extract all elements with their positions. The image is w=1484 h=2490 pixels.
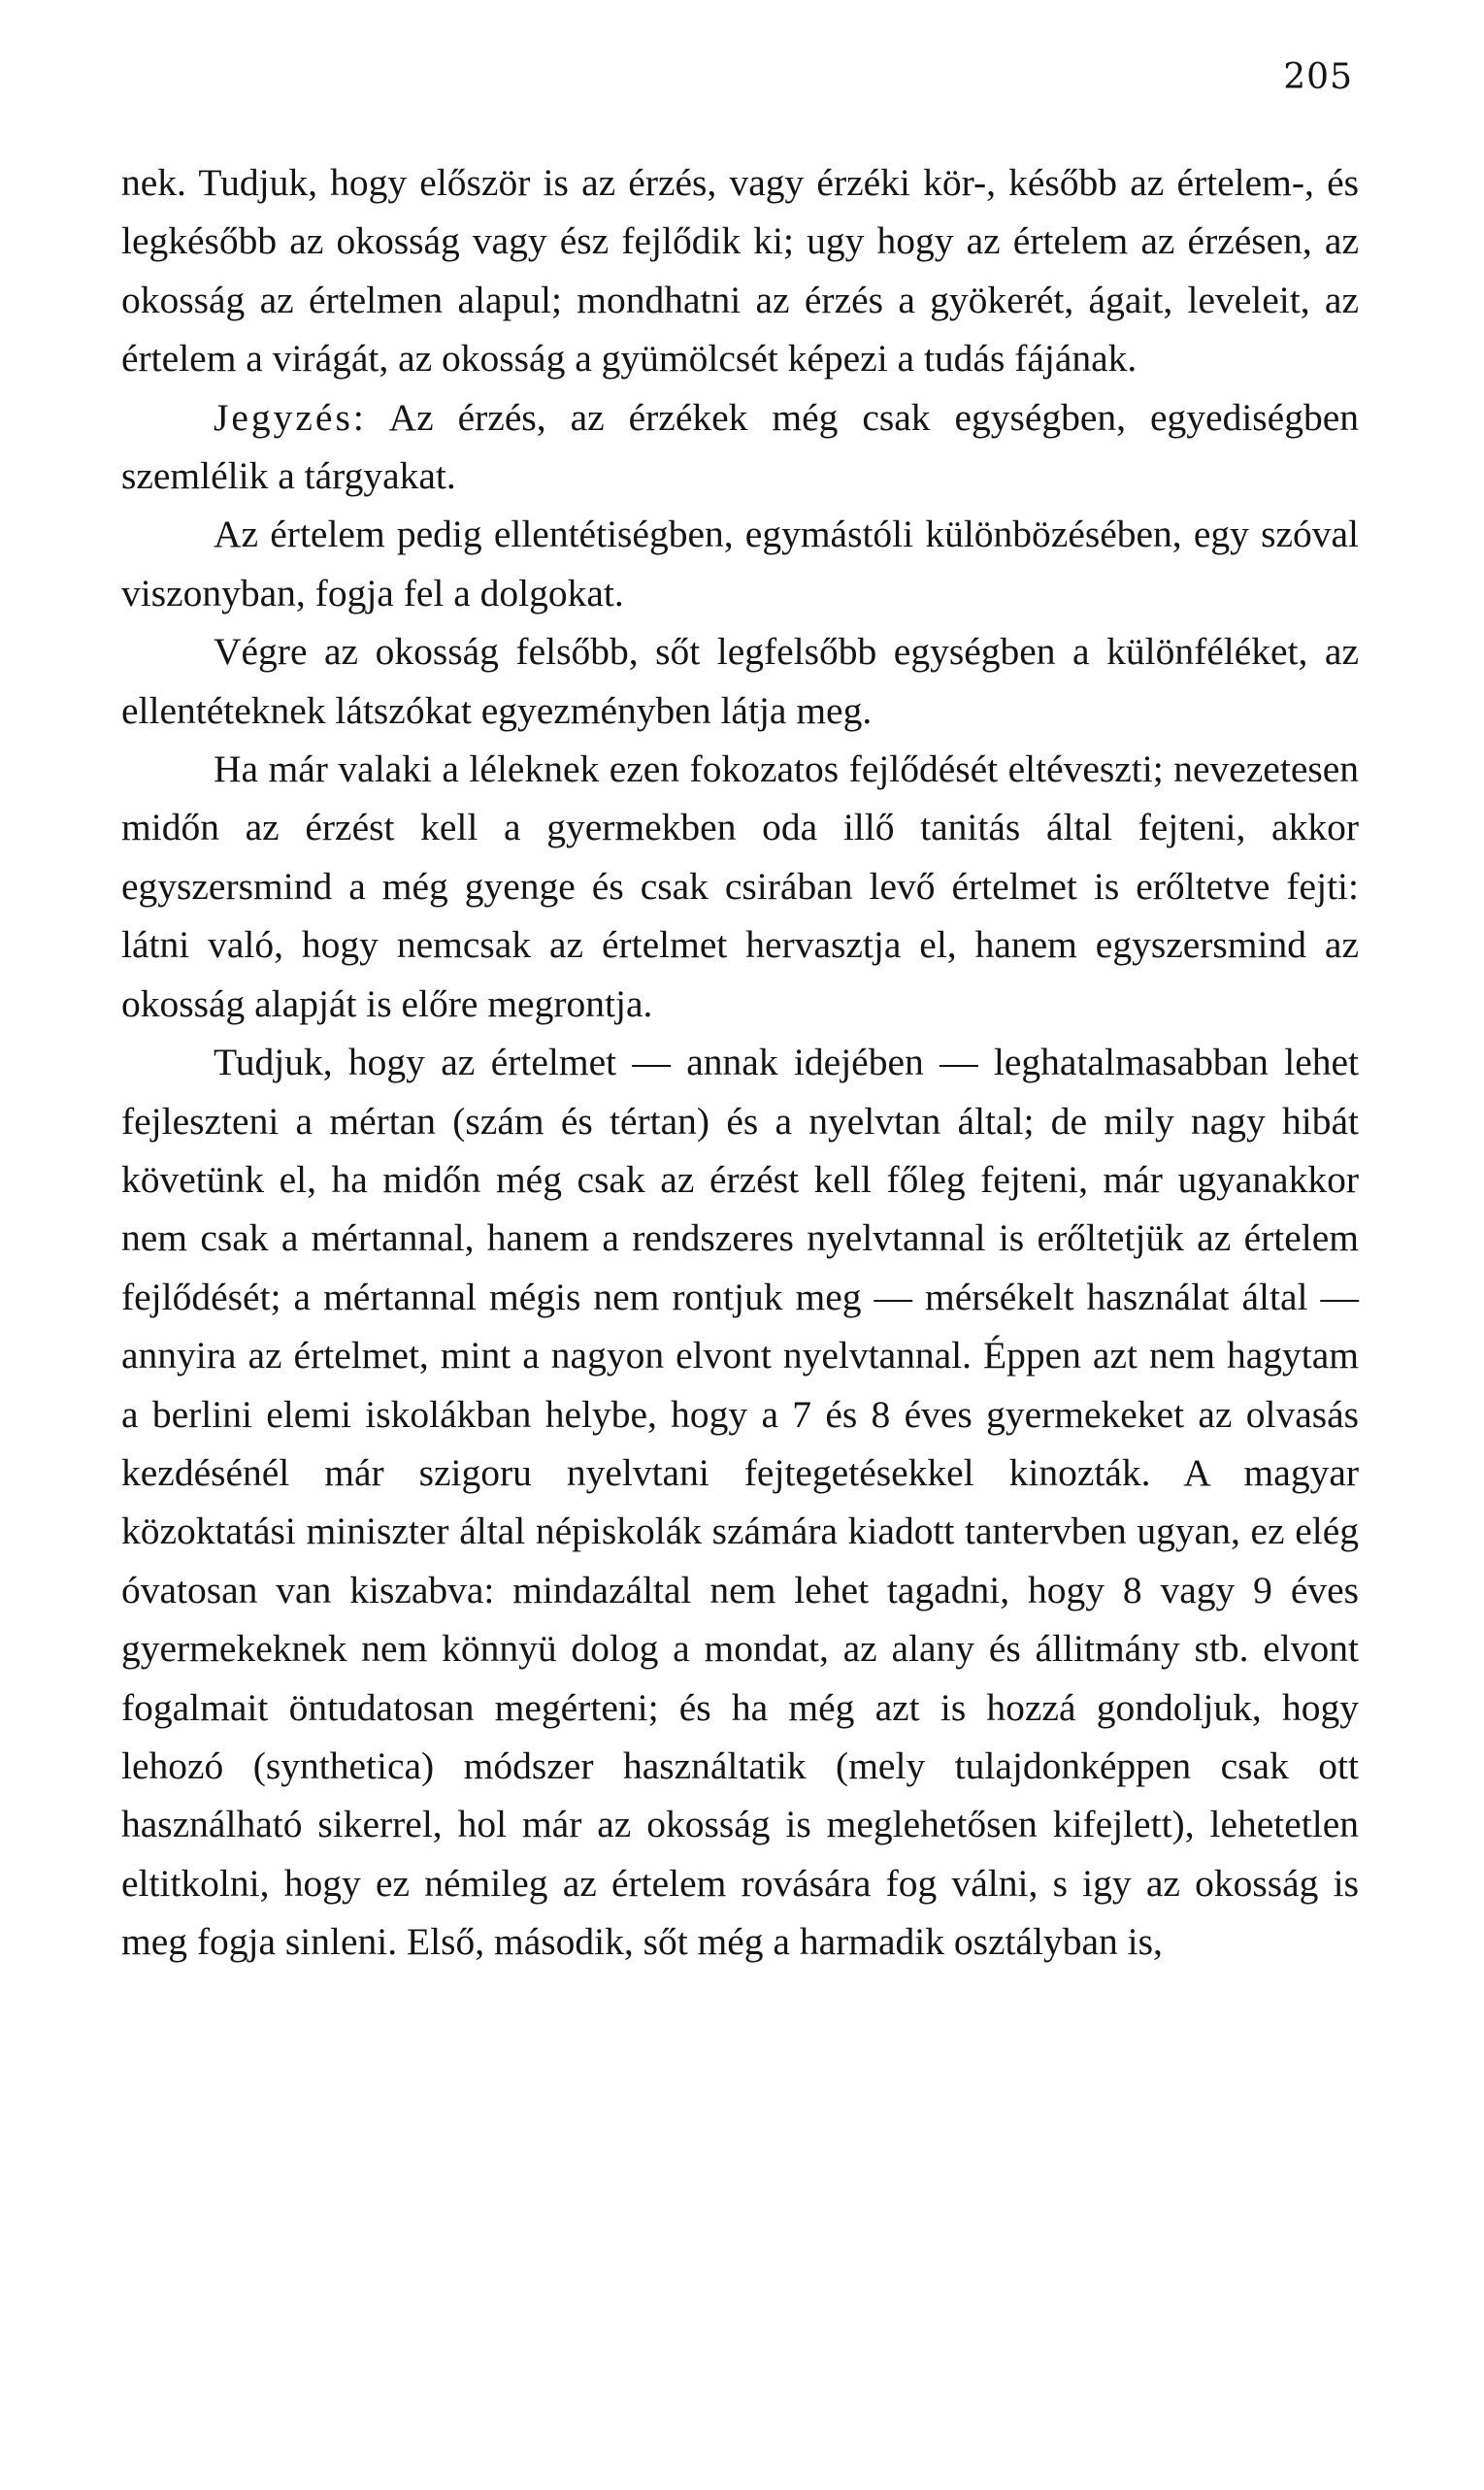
- body-text: [121, 153, 1359, 1972]
- note-text: Az érzés, az érzékek még csak egységben, egyediségben szemlélik a tárgyakat.: [121, 395, 1359, 498]
- note-label: Jegyzés:: [214, 395, 367, 439]
- paragraph-continuation: nek. Tudjuk, hogy először is az érzés, vagy érzéki kör-, később az értelem-, és legkésőbb az okosság vagy ész fejlődik ki; ugy hogy az értelem az érzésen, az okosság az értelmen alapul; mondhatni az érzés a gyökerét, ágait, leveleit, az értelem a virágát, az okosság a gyümölcsét képezi a tudás fájának.: [121, 161, 1359, 381]
- paragraph-wisdom: Végre az okosság felsőbb, sőt legfelsőbb egységben a különféléket, az ellentéteknek látszókat egyezményben látja meg.: [121, 630, 1359, 732]
- page-number: 205: [1283, 57, 1353, 97]
- paragraph-note: [121, 388, 1359, 506]
- paragraph-intellect: Az értelem pedig ellentétiségben, egymástóli különbözésében, egy szóval viszonyban, fogja fel a dolgokat.: [121, 513, 1359, 614]
- paragraph-grammar: Tudjuk, hogy az értelmet — annak idejében — leghatalmasabban lehet fejleszteni a mértan (szám és tértan) és a nyelvtan által; de mily nagy hibát követünk el, ha midőn még csak az érzést kell főleg fejteni, már ugyanakkor nem csak a mértannal, hanem a rendszeres nyelvtannal is erőltetjük az értelem fejlődését; a mértannal mégis nem rontjuk meg — mérsékelt használat által — annyira az értelmet, mint a nagyon elvont nyelvtannal. Éppen azt nem hagytam a berlini elemi iskolákban helybe, hogy a 7 és 8 éves gyermekeket az olvasás kezdésénél már szigoru nyelvtani fejtegetésekkel kinozták. A magyar közoktatási miniszter által népiskolák számára kiadott tantervben ugyan, ez elég óvatosan van kiszabva: mindazáltal nem lehet tagadni, hogy 8 vagy 9 éves gyermekeknek nem könnyü dolog a mondat, az alany és állitmány stb. elvont fogalmait öntudatosan megérteni; és ha még azt is hozzá gondoljuk, hogy lehozó (synthetica) módszer használtatik (mely tulajdonképpen csak ott használható sikerrel, hol már az okosság is meglehetősen kifejlett), lehetetlen eltitkolni, hogy ez némileg az értelem rovására fog válni, s igy az okosság is meg fogja sinleni. Első, második, sőt még a harmadik osztályban is,: [121, 1041, 1359, 1964]
- paragraph-development: Ha már valaki a léleknek ezen fokozatos fejlődését eltéveszti; nevezetesen midőn az érzést kell a gyermekben oda illő tanitás által fejteni, akkor egyszersmind a még gyenge és csak csirában levő értelmet is erőltetve fejti: látni való, hogy nemcsak az értelmet hervasztja el, hanem egyszersmind az okosság alapját is előre megrontja.: [121, 747, 1359, 1025]
